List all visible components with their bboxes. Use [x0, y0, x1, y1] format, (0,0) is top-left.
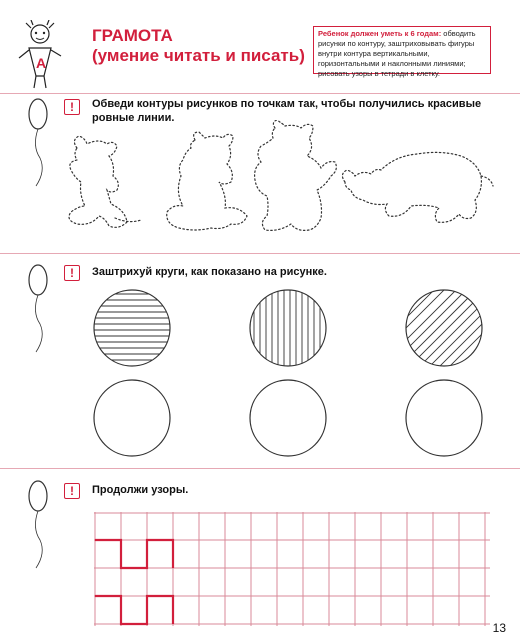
empty-circle: [250, 380, 326, 456]
balloon-icon: [26, 262, 50, 354]
section-divider: [0, 253, 520, 254]
warning-icon: !: [64, 483, 80, 499]
note-bold: Ребенок должен уметь к 6 годам:: [318, 29, 442, 38]
balloon-icon: [26, 96, 50, 188]
dotted-bear-outlines: [55, 120, 495, 250]
vertical-hatching: [254, 288, 320, 368]
warning-icon: !: [64, 99, 80, 115]
svg-text:A: A: [36, 55, 47, 71]
balloon-icon: [26, 478, 50, 570]
warning-icon: !: [64, 265, 80, 281]
pattern-sample: [95, 540, 173, 624]
circles-hatching-exercise: [90, 288, 490, 460]
empty-circle: [94, 380, 170, 456]
hatched-circle: [94, 290, 170, 366]
task-instruction: Обведи контуры рисунков по точкам так, чтобы получились красивые ровные линии.: [92, 98, 482, 124]
skills-note: [313, 26, 491, 78]
page-title: [92, 26, 305, 66]
title-line2: (умение читать и писать): [92, 46, 305, 65]
horizontal-hatching: [90, 294, 180, 360]
note-text: обводить рисунки по контуру, заштриховывать фигуры внутри контура вертикальными, горизонтальными и наклонными линиями; рисовать узоры в тетради в клетку.: [318, 29, 476, 78]
section-divider: [0, 468, 520, 469]
pattern-grid: [94, 512, 490, 626]
section-divider: [0, 93, 520, 94]
task-instruction: Заштрихуй круги, как показано на рисунке.: [92, 266, 327, 278]
empty-circle: [406, 380, 482, 456]
task-instruction: Продолжи узоры.: [92, 484, 189, 496]
girl-mascot-illustration: [14, 20, 66, 90]
page-number: 13: [492, 621, 506, 635]
title-line1: ГРАМОТА: [92, 26, 173, 45]
hatched-circle: [250, 290, 326, 366]
